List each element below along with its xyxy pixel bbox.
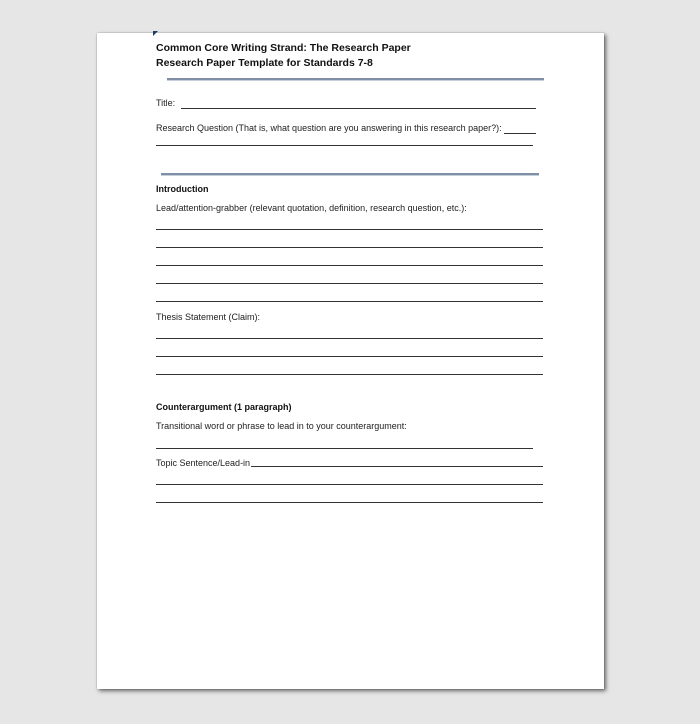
research-question-label: Research Question (That is, what question are you answering in this research paper?):	[156, 123, 502, 133]
section-rule	[161, 173, 539, 175]
research-question-answer-line-2[interactable]	[156, 145, 533, 146]
corner-mark-icon	[153, 31, 158, 36]
counterargument-heading: Counterargument (1 paragraph)	[156, 402, 292, 412]
introduction-heading: Introduction	[156, 184, 209, 194]
topic-sentence-answer-line-1[interactable]	[251, 466, 543, 467]
lead-answer-line-1[interactable]	[156, 229, 543, 230]
lead-answer-line-3[interactable]	[156, 265, 543, 266]
header-rule	[167, 78, 544, 80]
research-question-answer-line-1[interactable]	[504, 133, 536, 134]
transition-label: Transitional word or phrase to lead in to your counterargument:	[156, 421, 407, 431]
lead-answer-line-5[interactable]	[156, 301, 543, 302]
topic-sentence-answer-line-2[interactable]	[156, 484, 543, 485]
thesis-answer-line-3[interactable]	[156, 374, 543, 375]
document-page	[97, 33, 604, 689]
title-label: Title:	[156, 98, 176, 108]
thesis-answer-line-2[interactable]	[156, 356, 543, 357]
lead-label: Lead/attention-grabber (relevant quotation, definition, research question, etc.):	[156, 203, 467, 213]
topic-sentence-answer-line-3[interactable]	[156, 502, 543, 503]
transition-answer-line[interactable]	[156, 448, 533, 449]
thesis-label: Thesis Statement (Claim):	[156, 312, 261, 322]
thesis-answer-line-1[interactable]	[156, 338, 543, 339]
topic-sentence-label: Topic Sentence/Lead-in	[156, 458, 251, 468]
document-title-line1: Common Core Writing Strand: The Research Paper	[156, 42, 411, 54]
document-title-line2: Research Paper Template for Standards 7-8	[156, 57, 373, 69]
lead-answer-line-2[interactable]	[156, 247, 543, 248]
title-answer-line[interactable]	[181, 108, 536, 109]
lead-answer-line-4[interactable]	[156, 283, 543, 284]
